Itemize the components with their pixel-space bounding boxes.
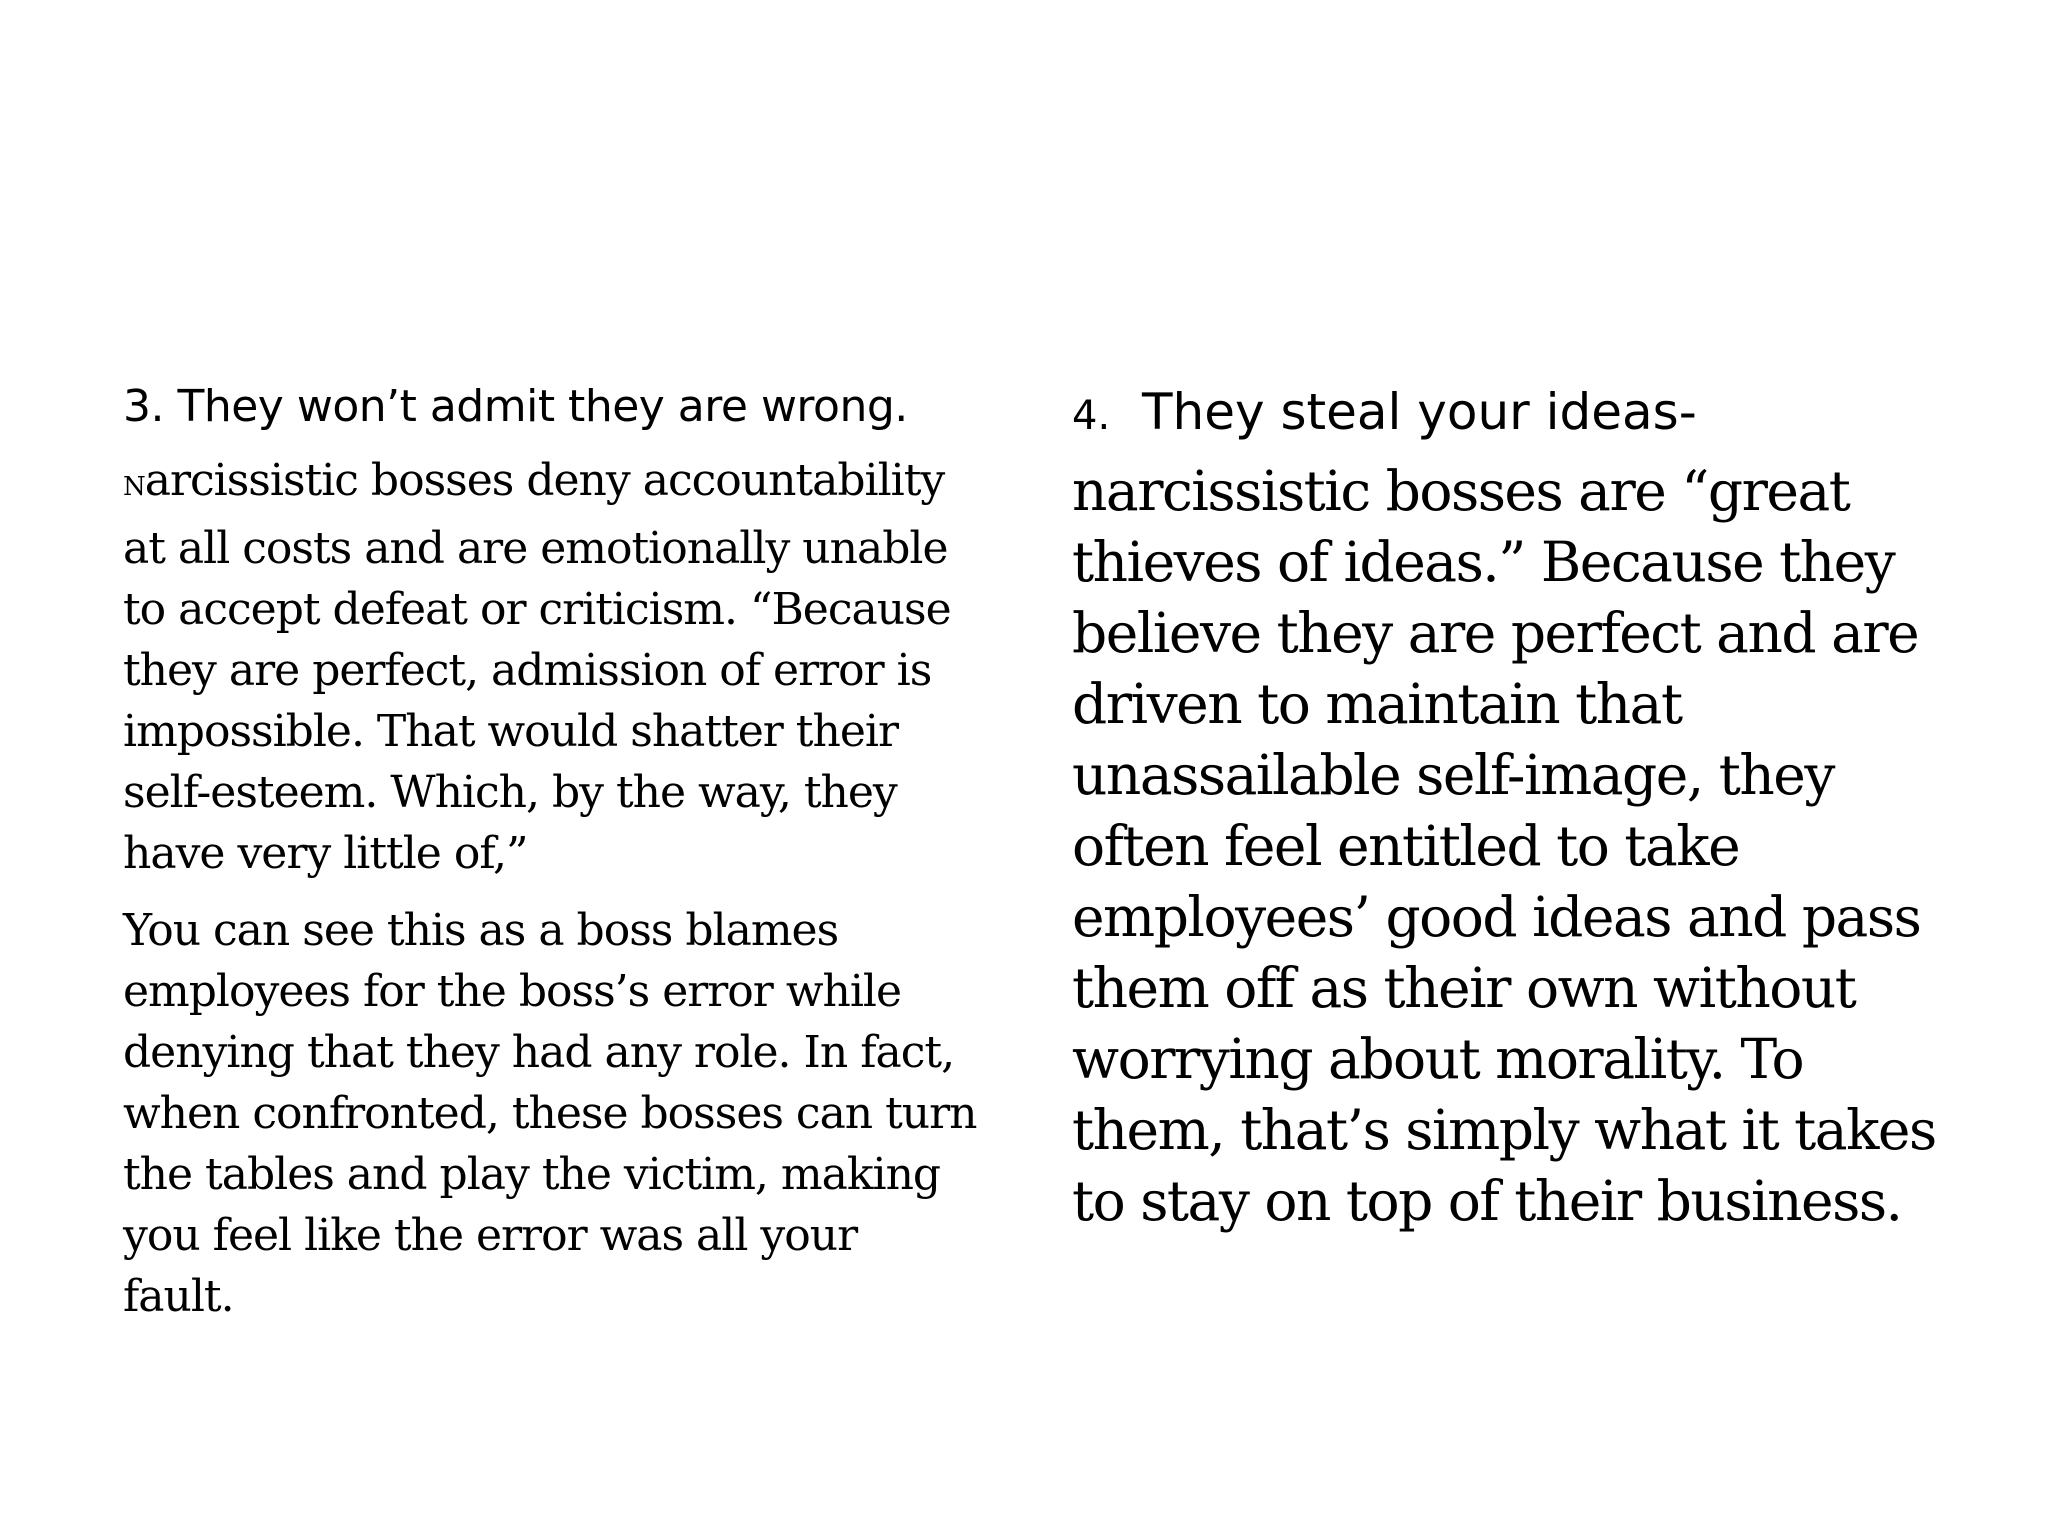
paragraph-line: when confronted, these bosses can turn <box>123 1088 977 1139</box>
paragraph-line: denying that they had any role. In fact, <box>123 1027 955 1078</box>
point-4-heading <box>1072 372 1972 456</box>
point-3-paragraph-2 <box>123 900 1008 1327</box>
paragraph-line: worrying about morality. To <box>1072 1027 1804 1091</box>
paragraph-line: they are perfect, admission of error is <box>123 645 932 696</box>
paragraph-line: employees for the boss’s error while <box>123 966 901 1017</box>
first-letter: N <box>123 472 145 502</box>
paragraph-line: You can see this as a boss blames <box>123 905 839 956</box>
point-3-paragraph-1 <box>123 450 1008 884</box>
paragraph-line: narcissistic bosses are “great <box>1072 459 1850 523</box>
paragraph-line: unassailable self-image, they <box>1072 743 1834 807</box>
paragraph-line: Narcissistic bosses deny accountability <box>123 455 945 506</box>
paragraph-line: impossible. That would shatter their <box>123 706 898 757</box>
point-4-number: 4. <box>1072 393 1111 439</box>
paragraph-line: employees’ good ideas and pass <box>1072 885 1921 949</box>
paragraph-line: driven to maintain that <box>1072 672 1682 736</box>
paragraph-line: at all costs and are emotionally unable <box>123 523 948 574</box>
point-4-paragraph <box>1072 456 1972 1237</box>
paragraph-line: to stay on top of their business. <box>1072 1169 1902 1233</box>
paragraph-line: self-esteem. Which, by the way, they <box>123 767 897 818</box>
left-column <box>123 372 1008 1327</box>
paragraph-line: believe they are perfect and are <box>1072 601 1919 665</box>
paragraph-line: have very little of,” <box>123 828 528 879</box>
paragraph-line: fault. <box>123 1271 234 1322</box>
paragraph-line: often feel entitled to take <box>1072 814 1740 878</box>
paragraph-line: to accept defeat or criticism. “Because <box>123 584 951 635</box>
point-3-heading: 3. They won’t admit they are wrong. <box>123 381 908 432</box>
paragraph-line: them off as their own without <box>1072 956 1856 1020</box>
paragraph-line: thieves of ideas.” Because they <box>1072 530 1895 594</box>
paragraph-line: them, that’s simply what it takes <box>1072 1098 1936 1162</box>
point-4-title: They steal your ideas- <box>1141 383 1697 441</box>
paragraph-line: the tables and play the victim, making <box>123 1149 941 1200</box>
paragraph-line: you feel like the error was all your <box>123 1210 858 1261</box>
right-column <box>1072 372 1972 1237</box>
